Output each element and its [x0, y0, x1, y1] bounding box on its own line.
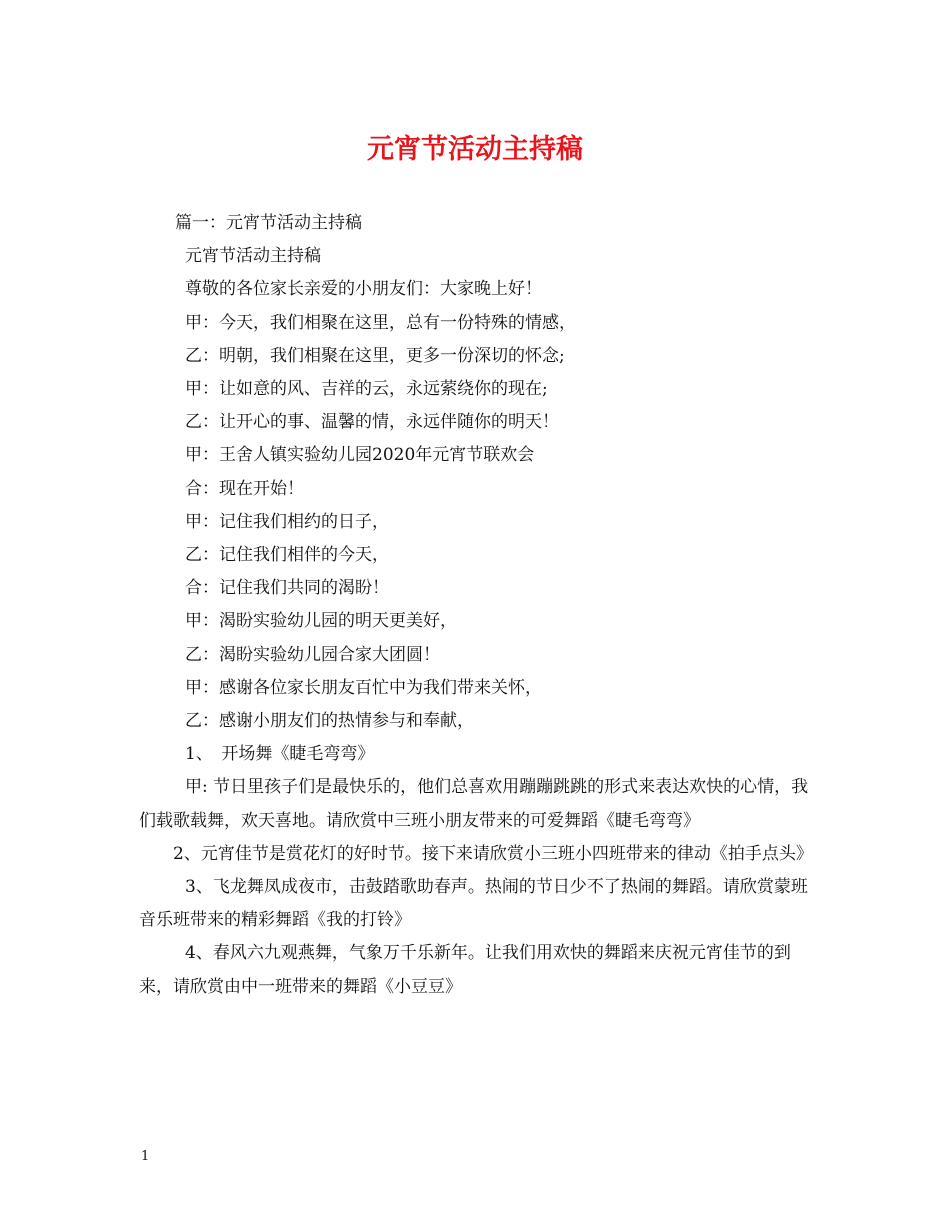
paragraph: 甲：感谢各位家长朋友百忙中为我们带来关怀， — [185, 677, 542, 698]
paragraph: 甲：让如意的风、吉祥的云，永远萦绕你的现在; — [185, 379, 548, 400]
paragraph: 乙：让开心的事、温馨的情，永远伴随你的明天！ — [185, 412, 559, 433]
paragraph: 甲：今天，我们相聚在这里，总有一份特殊的情感， — [185, 312, 576, 333]
paragraph: 4、春风六九观燕舞，气象万千乐新年。让我们用欢快的舞蹈来庆祝元宵佳节的到来，请欣赏由中一班带来的舞蹈《小豆豆》 — [139, 943, 791, 997]
paragraph: 乙：渴盼实验幼儿园合家大团圆！ — [185, 644, 440, 665]
paragraph: 甲：渴盼实验幼儿园的明天更美好， — [185, 611, 457, 632]
paragraph: 篇一：元宵节活动主持稿 — [175, 213, 362, 233]
paragraph: 甲：王舍人镇实验幼儿园2020年元宵节联欢会 — [185, 445, 535, 466]
paragraph: 1、 开场舞《睫毛弯弯》 — [185, 744, 375, 765]
paragraph: 3、飞龙舞凤成夜市，击鼓踏歌助春声。热闹的节日少不了热闹的舞蹈。请欣赏蒙班音乐班带来的精彩舞蹈《我的打铃》 — [139, 877, 808, 931]
paragraph: 2、元宵佳节是赏花灯的好时节。接下来请欣赏小三班小四班带来的律动《拍手点头》 — [173, 843, 813, 864]
paragraph: 尊敬的各位家长亲爱的小朋友们：大家晚上好！ — [185, 279, 542, 300]
paragraph: 合：记住我们共同的渴盼！ — [185, 578, 389, 599]
page-number: 1 — [141, 1149, 150, 1164]
paragraph: 元宵节活动主持稿 — [185, 246, 321, 267]
document-body — [139, 207, 814, 1004]
paragraph: 乙：明朝，我们相聚在这里，更多一份深切的怀念; — [185, 345, 565, 366]
paragraph: 甲：记住我们相约的日子， — [185, 511, 389, 532]
paragraph: 合：现在开始！ — [185, 478, 304, 499]
paragraph: 甲: 节日里孩子们是最快乐的，他们总喜欢用蹦蹦跳跳的形式来表达欢快的心情，我们载歌载舞，欢天喜地。请欣赏中三班小朋友带来的可爱舞蹈《睫毛弯弯》 — [139, 777, 809, 831]
paragraph: 乙：记住我们相伴的今天， — [185, 545, 389, 566]
paragraph: 乙：感谢小朋友们的热情参与和奉献， — [185, 711, 474, 732]
document-title: 元宵节活动主持稿 — [367, 134, 583, 165]
